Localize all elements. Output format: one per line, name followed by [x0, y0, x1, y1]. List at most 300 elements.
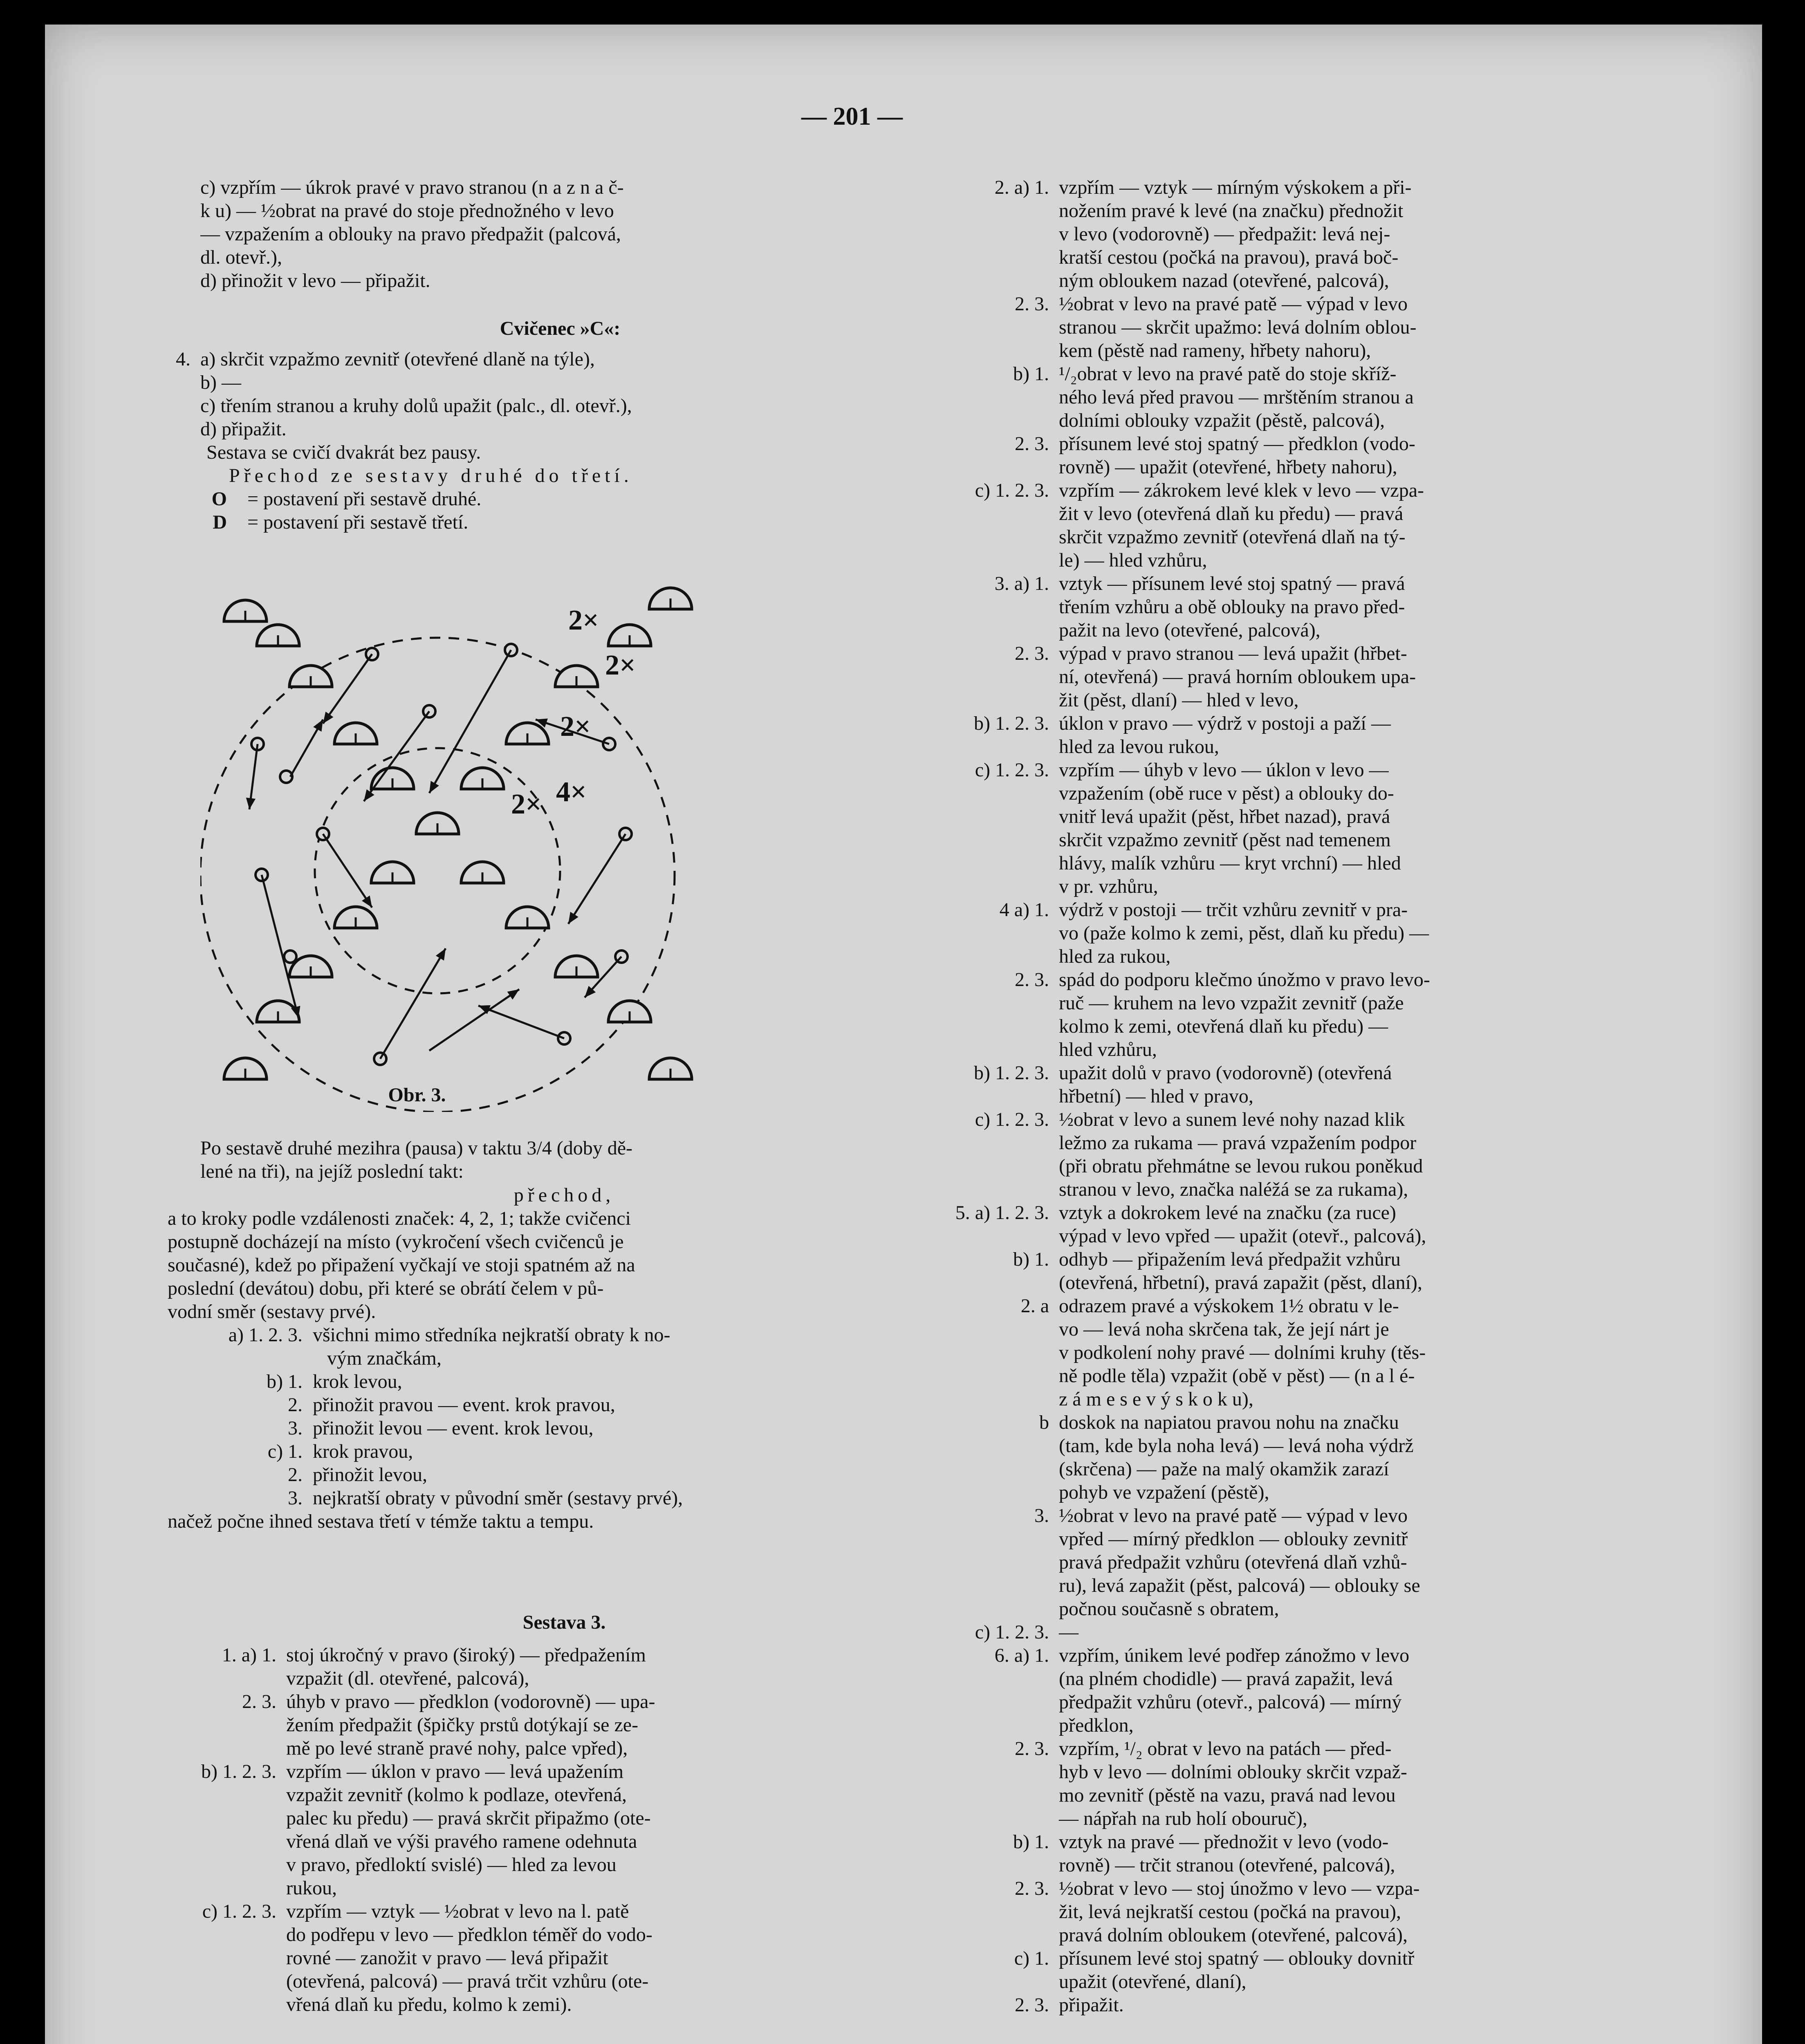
text-line: [200, 246, 920, 269]
line-label: 2. 3.: [242, 1691, 276, 1712]
line-text: dl. otevř.),: [200, 247, 282, 268]
line-text: lené na tři), na jejíž poslední takt:: [200, 1161, 464, 1182]
line-label: 2. 3.: [1015, 433, 1049, 455]
figure-caption: Obr. 3.: [388, 1084, 446, 1106]
line-text: vzpřím — vztyk — mírným výskokem a při-: [1059, 177, 1412, 198]
line-label: 3. a) 1.: [994, 573, 1049, 594]
line-label: 4 a) 1.: [999, 899, 1049, 921]
line-text: vzpažit zevnitř (kolmo k podlaze, otevřená,: [286, 1784, 627, 1806]
text-line: [879, 1970, 1738, 1993]
text-line: [879, 1784, 1738, 1807]
text-line: [879, 828, 1738, 852]
text-line: [879, 758, 1738, 782]
line-label: b) 1. 2. 3.: [974, 713, 1049, 734]
legend-text: = postavení při sestavě druhé.: [247, 488, 482, 510]
text-line: [879, 1038, 1738, 1061]
text-line: [879, 1294, 1738, 1318]
line-text: hlávy, malík vzhůru — kryt vrchní) — hled: [1059, 852, 1401, 874]
line-text: —: [1059, 1621, 1079, 1643]
arrow-head: [364, 789, 374, 801]
line-text: vztyk a dokrokem levé na značku (za ruce): [1059, 1202, 1396, 1224]
text-line: [168, 347, 920, 371]
line-text: vzpřím, ¹/₂ obrat v levo na patách — před-: [1059, 1738, 1392, 1759]
line-text: (otevřená, palcová) — pravá trčit vzhůru (ote-: [286, 1970, 649, 1992]
line-text: spád do podporu klečmo únožmo v pravo levo-: [1059, 969, 1430, 991]
line-text: vztyk — přísunem levé stoj spatný — pravá: [1059, 573, 1405, 594]
line-text: (tam, kde byla noha levá) — levá noha výdrž: [1059, 1435, 1414, 1457]
line-text: do podřepu v levo — předklon téměř do vodo-: [286, 1924, 652, 1945]
text-line: [168, 1277, 928, 1300]
line-text: postupně docházejí na místo (vykročení všech cvičenců je: [168, 1231, 624, 1253]
text-line: [168, 1393, 928, 1416]
page-number: — 201 —: [801, 103, 903, 130]
line-label: 4.: [176, 348, 191, 370]
text-line: [879, 1807, 1738, 1830]
text-line: [168, 1253, 928, 1277]
left-mid-block: [200, 1136, 928, 1183]
line-text: ležmo za rukama — pravá vzpažením podpor: [1059, 1132, 1417, 1154]
line-text: žením předpažit (špičky prstů dotýkají se ze-: [286, 1714, 639, 1736]
text-line: [879, 1900, 1738, 1923]
prechod-heading: Přechod ze sestavy druhé do třetí.: [229, 465, 633, 486]
line-text: — vzpažením a oblouky na pravo předpažit (palcová,: [200, 223, 621, 245]
line-text: (při obratu přehmátne se levou rukou poněkud: [1059, 1155, 1423, 1177]
text-line: [168, 1923, 928, 1946]
line-text: rovně) — upažit (otevřené, hřbety nahoru),: [1059, 456, 1397, 478]
text-line: [879, 199, 1738, 222]
line-text: odhyb — připažením levá předpažit vzhůru: [1059, 1248, 1401, 1270]
legend-symbol: D: [213, 511, 227, 533]
legend: [211, 487, 906, 534]
line-text: ru), levá zapažit (pěst, palcová) — oblouky se: [1059, 1575, 1420, 1596]
line-text: žit (pěst, dlaní) — hled v levo,: [1059, 689, 1299, 711]
text-line: [168, 1876, 928, 1900]
text-line: [168, 1323, 928, 1347]
repeat-mark: 4×: [556, 776, 587, 808]
legend-symbol: O: [211, 488, 227, 510]
text-line: [879, 409, 1738, 432]
text-line: [879, 1527, 1738, 1551]
text-line: [879, 898, 1738, 921]
line-text: Po sestavě druhé mezihra (pausa) v taktu 3/4 (doby dě-: [200, 1137, 633, 1159]
line-label: 1. a) 1.: [222, 1644, 276, 1666]
text-line: [879, 1178, 1738, 1201]
text-line: [879, 525, 1738, 549]
text-line: [879, 269, 1738, 292]
repeat-mark: 2×: [568, 605, 599, 636]
text-line: [879, 246, 1738, 269]
line-label: a) 1. 2. 3.: [228, 1324, 303, 1346]
line-text: v podkolení nohy pravé — dolními kruhy (těs-: [1059, 1342, 1426, 1363]
line-text: ½obrat v levo na pravé patě — výpad v levo: [1059, 293, 1408, 315]
text-line: [879, 968, 1738, 991]
line-text: vnitř levá upažit (pěst, hřbet nazad), pravá: [1059, 806, 1390, 827]
text-line: [168, 1440, 928, 1463]
text-line: [879, 1947, 1738, 1970]
line-label: b) 1.: [1013, 1831, 1049, 1853]
text-line: [879, 1457, 1738, 1481]
line-text: a to kroky podle vzdálenosti značek: 4, 2, 1; takže cvičenci: [168, 1208, 631, 1229]
text-line: [879, 945, 1738, 968]
line-text: k u) — ½obrat na pravé do stoje přednožného v levo: [200, 200, 614, 222]
text-line: [168, 1970, 928, 1993]
text-line: [168, 1207, 928, 1230]
sestava3-heading: Sestava 3.: [522, 1611, 606, 1633]
line-text: pažit na levo (otevřené, palcová),: [1059, 619, 1321, 641]
line-text: mě po levé straně pravé nohy, palce vpřed),: [286, 1737, 628, 1759]
line-label: b) 1.: [1013, 363, 1049, 385]
line-text: vým značkám,: [327, 1347, 442, 1369]
right-column: [879, 176, 1738, 2017]
text-line: [200, 1160, 928, 1183]
line-text: přinožit levou,: [313, 1464, 427, 1486]
text-line: [200, 269, 920, 292]
text-line: [879, 479, 1738, 502]
line-text: ½obrat v levo — stoj únožmo v levo — vzpa-: [1059, 1878, 1420, 1899]
line-text: skrčit vzpažmo zevnitř (otevřená dlaň na tý-: [1059, 526, 1406, 548]
left-bottom-block: [168, 1643, 928, 2016]
line-text: d) přinožit v levo — připažit.: [200, 270, 431, 291]
line-text: v pravo, předloktí svislé) — hled za levou: [286, 1854, 617, 1876]
text-line: [879, 1201, 1738, 1224]
text-line: [879, 642, 1738, 665]
line-text: připažit.: [1059, 1994, 1124, 2016]
text-line: [879, 1061, 1738, 1085]
text-line: [879, 1108, 1738, 1131]
text-line: [879, 805, 1738, 828]
line-text: vzpřím — úklon v pravo — levá upažením: [286, 1761, 624, 1782]
line-text: hyb v levo — dolními oblouky skrčit vzpaž-: [1059, 1761, 1407, 1783]
line-text: přinožit pravou — event. krok pravou,: [313, 1394, 615, 1416]
text-line: [879, 1877, 1738, 1900]
text-line: [879, 875, 1738, 898]
line-text: stranou v levo, značka naléžá se za rukama),: [1059, 1179, 1408, 1200]
line-text: krok pravou,: [313, 1441, 413, 1462]
line-text: vzpřím — úhyb v levo — úklon v levo —: [1059, 759, 1389, 781]
line-label: b) 1.: [267, 1371, 303, 1392]
line-label: b) 1.: [1013, 1248, 1049, 1270]
text-line: [168, 1667, 928, 1690]
line-text: vzpřím, únikem levé podřep zánožmo v levo: [1059, 1645, 1410, 1666]
line-text: žit v levo (otevřená dlaň ku předu) — pravá: [1059, 503, 1404, 524]
line-text: vzpažit (dl. otevřené, palcová),: [286, 1667, 529, 1689]
line-label: 2. a) 1.: [994, 177, 1049, 198]
text-line: [879, 316, 1738, 339]
line-label: 2. 3.: [1015, 1738, 1049, 1759]
line-label: b) 1. 2. 3.: [974, 1062, 1049, 1084]
line-text: vzpažením (obě ruce v pěst) a oblouky do-: [1059, 782, 1394, 804]
movement-arrow: [323, 654, 372, 724]
text-line: [168, 1643, 928, 1667]
line-text: c) třením stranou a kruhy dolů upažit (palc., dl. otevř.),: [200, 395, 632, 417]
text-line: [168, 371, 920, 394]
movement-arrow: [478, 1006, 564, 1038]
line-text: upažit (otevřené, dlaní),: [1059, 1971, 1247, 1992]
line-text: odrazem pravé a výskokem 1½ obratu v le-: [1059, 1295, 1399, 1317]
text-line: [879, 712, 1738, 735]
line-text: nožením pravé k levé (na značku) přednožit: [1059, 200, 1404, 222]
text-line: [879, 688, 1738, 712]
text-line: [879, 1318, 1738, 1341]
movement-arrow: [568, 834, 626, 924]
line-text: ruč — kruhem na levo vzpažit zevnitř (paže: [1059, 992, 1404, 1014]
text-line: [879, 991, 1738, 1015]
line-label: 2.: [288, 1464, 303, 1486]
text-line: [879, 1993, 1738, 2017]
line-text: hled za levou rukou,: [1059, 736, 1219, 758]
text-line: [168, 1230, 928, 1253]
line-text: vpřed — mírný předklon — oblouky zevnitř: [1059, 1528, 1408, 1550]
text-line: [879, 735, 1738, 758]
text-line: [200, 199, 920, 222]
line-text: ně podle těla) vzpažit (obě v pěst) — (n a l é-: [1059, 1365, 1415, 1387]
left-top-block: [200, 176, 920, 292]
text-line: [879, 1434, 1738, 1457]
line-text: ní, otevřená) — pravá horním obloukem upa-: [1059, 666, 1416, 688]
line-text: c) vzpřím — úkrok pravé v pravo stranou (n a z n a č-: [200, 177, 624, 198]
line-text: vřená dlaň ku předu, kolmo k zemi).: [286, 1994, 572, 2015]
line-text: vzpřím — zákrokem levé klek v levo — vzpa-: [1059, 480, 1424, 501]
text-line: [879, 549, 1738, 572]
text-line: [168, 1510, 928, 1533]
movement-arrow: [380, 948, 446, 1059]
text-line: [200, 176, 920, 199]
line-text: — nápřah na rub holí obouruč),: [1059, 1808, 1307, 1829]
line-text: vodní směr (sestavy prvé).: [168, 1301, 376, 1322]
text-line: [879, 362, 1738, 385]
line-text: žit, levá nejkratší cestou (počká na pravou),: [1059, 1901, 1401, 1923]
text-line: [879, 1504, 1738, 1527]
text-line: [168, 1486, 928, 1510]
text-line: [879, 339, 1738, 362]
text-line: [879, 1154, 1738, 1178]
line-text: rovné — zanožit v pravo — levá připažit: [286, 1947, 608, 1969]
line-text: krok levou,: [313, 1371, 402, 1392]
text-line: [879, 595, 1738, 619]
prechod-word: přechod,: [513, 1184, 615, 1206]
arrow-head: [507, 989, 519, 1000]
line-text: rovně) — trčit stranou (otevřené, palcová),: [1059, 1854, 1395, 1876]
line-text: a) skrčit vzpažmo zevnitř (otevřené dlaně na týle),: [200, 348, 595, 370]
text-line: [879, 1667, 1738, 1690]
figure-diagram: [200, 548, 814, 1112]
movement-arrow: [429, 989, 519, 1051]
text-line: [168, 1416, 928, 1440]
line-text: předpažit vzhůru (otevř., palcová) — mírný: [1059, 1691, 1402, 1713]
line-text: upažit dolů v pravo (vodorovně) (otevřená: [1059, 1062, 1392, 1084]
text-line: [879, 1923, 1738, 1947]
text-line: [879, 1131, 1738, 1154]
line-text: výdrž v postoji — trčit vzhůru zevnitř v pra-: [1059, 899, 1408, 921]
cvicenec-c-block: [168, 347, 920, 441]
text-line: [879, 432, 1738, 455]
text-line: [879, 502, 1738, 525]
text-line: [168, 394, 920, 417]
line-text: stranou — skrčit upažmo: levá dolním oblou-: [1059, 316, 1417, 338]
text-line: [879, 1853, 1738, 1877]
line-text: v pr. vzhůru,: [1059, 876, 1158, 897]
line-text: výpad v pravo stranou — levá upažit (hřbet-: [1059, 643, 1407, 664]
line-text: b) —: [200, 372, 241, 393]
line-text: pravá dolním obloukem (otevřené, palcová),: [1059, 1924, 1408, 1946]
text-line: [879, 852, 1738, 875]
line-text: ným obloukem nazad (otevřené, palcová),: [1059, 270, 1389, 291]
line-text: úklon v pravo — výdrž v postoji a paží —: [1059, 713, 1391, 734]
line-label: 2. 3.: [1015, 969, 1049, 991]
repeat-mark: 2×: [605, 650, 636, 681]
text-line: [879, 385, 1738, 409]
line-text: (otevřená, hřbetní), pravá zapažit (pěst, dlaní),: [1059, 1272, 1422, 1293]
line-label: b: [1039, 1412, 1049, 1433]
line-text: v levo (vodorovně) — předpažit: levá nej-: [1059, 223, 1390, 245]
legend-item: [211, 487, 906, 511]
line-text: načež počne ihned sestava třetí v témže taktu a tempu.: [168, 1511, 594, 1532]
text-line: [879, 572, 1738, 595]
line-text: le) — hled vzhůru,: [1059, 549, 1207, 571]
text-line: [879, 455, 1738, 479]
line-text: vzpřím — vztyk — ½obrat v levo na l. patě: [286, 1901, 629, 1922]
arrow-head: [246, 798, 256, 809]
line-text: ½obrat v levo a sunem levé nohy nazad klik: [1059, 1109, 1405, 1130]
line-text: všichni mimo středníka nejkratší obraty k no-: [313, 1324, 670, 1346]
line-label: 2. 3.: [1015, 293, 1049, 315]
left-mid2-block: [168, 1207, 928, 1533]
movement-arrow: [262, 875, 298, 1018]
text-line: [879, 1248, 1738, 1271]
text-line: [879, 1620, 1738, 1644]
line-text: z á m e s e v ý s k o k u),: [1059, 1388, 1253, 1410]
legend-item: [211, 511, 906, 534]
movement-arrow: [323, 834, 372, 908]
text-line: [168, 1347, 928, 1370]
line-text: pravá předpažit vzhůru (otevřená dlaň vzhů-: [1059, 1551, 1407, 1573]
line-text: stoj úkročný v pravo (široký) — předpažením: [286, 1644, 646, 1666]
line-text: počnou současně s obratem,: [1059, 1598, 1279, 1620]
line-label: c) 1.: [1014, 1948, 1049, 1969]
text-line: [168, 1900, 928, 1923]
line-text: ½obrat v levo na pravé patě — výpad v levo: [1059, 1505, 1408, 1526]
text-line: [879, 176, 1738, 199]
line-text: pohyb ve vzpažení (pěstě),: [1059, 1481, 1269, 1503]
line-label: c) 1. 2. 3.: [975, 759, 1049, 781]
text-line: [879, 1364, 1738, 1387]
text-line: [168, 1737, 928, 1760]
line-text: přísunem levé stoj spatný — předklon (vodo-: [1059, 433, 1415, 455]
text-line: [879, 222, 1738, 246]
line-text: třením vzhůru a obě oblouky na pravo před-: [1059, 596, 1405, 618]
text-line: [168, 1370, 928, 1393]
text-line: [879, 1574, 1738, 1597]
text-line: [879, 1690, 1738, 1714]
sestava-twice: Sestava se cvičí dvakrát bez pausy.: [206, 442, 481, 463]
line-text: rukou,: [286, 1877, 337, 1899]
line-text: předklon,: [1059, 1715, 1134, 1736]
legend-text: = postavení při sestavě třetí.: [247, 511, 469, 533]
text-line: [168, 1783, 928, 1806]
line-text: vřená dlaň ve výši pravého ramene odehnuta: [286, 1831, 637, 1852]
line-text: skrčit vzpažmo zevnitř (pěst nad temenem: [1059, 829, 1391, 851]
text-line: [168, 1713, 928, 1737]
text-line: [879, 1551, 1738, 1574]
text-line: [879, 1830, 1738, 1853]
line-text: úhyb v pravo — předklon (vodorovně) — upa-: [286, 1691, 655, 1712]
repeat-mark: 2×: [511, 789, 542, 820]
line-text: doskok na napiatou pravou nohu na značku: [1059, 1412, 1399, 1433]
text-line: [168, 1690, 928, 1713]
text-line: [200, 1136, 928, 1160]
line-label: 3.: [1034, 1505, 1049, 1526]
text-line: [168, 1853, 928, 1876]
line-label: 2. 3.: [1015, 1994, 1049, 2016]
line-text: palec ku předu) — pravá skrčit připažmo (ote-: [286, 1807, 651, 1829]
arrow-head: [362, 896, 372, 908]
line-text: vo — levá noha skrčena tak, že její nárt je: [1059, 1318, 1389, 1340]
text-line: [879, 619, 1738, 642]
arrow-head: [323, 712, 333, 724]
text-line: [168, 1946, 928, 1970]
text-line: [879, 1085, 1738, 1108]
text-line: [879, 1224, 1738, 1248]
text-line: [879, 1714, 1738, 1737]
cvicenec-heading: Cvičenec »C«:: [500, 318, 621, 339]
line-label: 5. a) 1. 2. 3.: [955, 1202, 1049, 1224]
text-line: [879, 1015, 1738, 1038]
line-text: kolmo k zemi, otevřená dlaň ku předu) —: [1059, 1015, 1388, 1037]
line-text: kratší cestou (počká na pravou), pravá boč-: [1059, 247, 1399, 268]
line-text: vo (paže kolmo k zemi, pěst, dlaň ku předu) —: [1059, 922, 1429, 944]
line-label: 2. a: [1020, 1295, 1049, 1317]
text-line: [200, 222, 920, 246]
line-label: 3.: [288, 1487, 303, 1509]
arrow-head: [568, 912, 578, 924]
text-line: [168, 1760, 928, 1783]
line-text: hled vzhůru,: [1059, 1039, 1157, 1060]
line-label: 2. 3.: [1015, 1878, 1049, 1899]
text-line: [879, 1481, 1738, 1504]
text-line: [879, 1737, 1738, 1760]
text-line: [168, 1300, 928, 1323]
line-text: (skrčena) — paže na malý okamžik zarazí: [1059, 1458, 1389, 1480]
line-text: současné), kdež po připažení vyčkají ve stoji spatném až na: [168, 1254, 635, 1276]
text-line: [879, 1760, 1738, 1784]
position-dot: [284, 950, 296, 963]
line-text: ného levá před pravou — mrštěním stranou a: [1059, 386, 1414, 408]
text-line: [879, 665, 1738, 688]
line-label: c) 1. 2. 3.: [202, 1901, 276, 1922]
repeat-mark: 2×: [560, 711, 591, 742]
text-line: [879, 782, 1738, 805]
text-line: [879, 1387, 1738, 1411]
scanned-page: [45, 25, 1762, 2044]
text-line: [879, 292, 1738, 316]
text-line: [168, 1806, 928, 1830]
text-line: [879, 1411, 1738, 1434]
line-text: přísunem levé stoj spatný — oblouky dovnitř: [1059, 1948, 1415, 1969]
text-line: [879, 1341, 1738, 1364]
line-text: vztyk na pravé — přednožit v levo (vodo-: [1059, 1831, 1389, 1853]
line-label: c) 1. 2. 3.: [975, 1621, 1049, 1643]
text-line: [879, 1271, 1738, 1294]
text-line: [168, 1830, 928, 1853]
line-text: kem (pěstě nad rameny, hřbety nahoru),: [1059, 340, 1371, 361]
line-text: d) připažit.: [200, 418, 287, 440]
line-text: ¹/₂obrat v levo na pravé patě do stoje skříž-: [1059, 363, 1397, 385]
line-text: mo zevnitř (pěstě na vazu, pravá nad levou: [1059, 1784, 1396, 1806]
text-line: [168, 417, 920, 441]
line-label: b) 1. 2. 3.: [201, 1761, 276, 1782]
line-text: výpad v levo vpřed — upažit (otevř., palcová),: [1059, 1225, 1426, 1247]
text-line: [879, 1597, 1738, 1620]
